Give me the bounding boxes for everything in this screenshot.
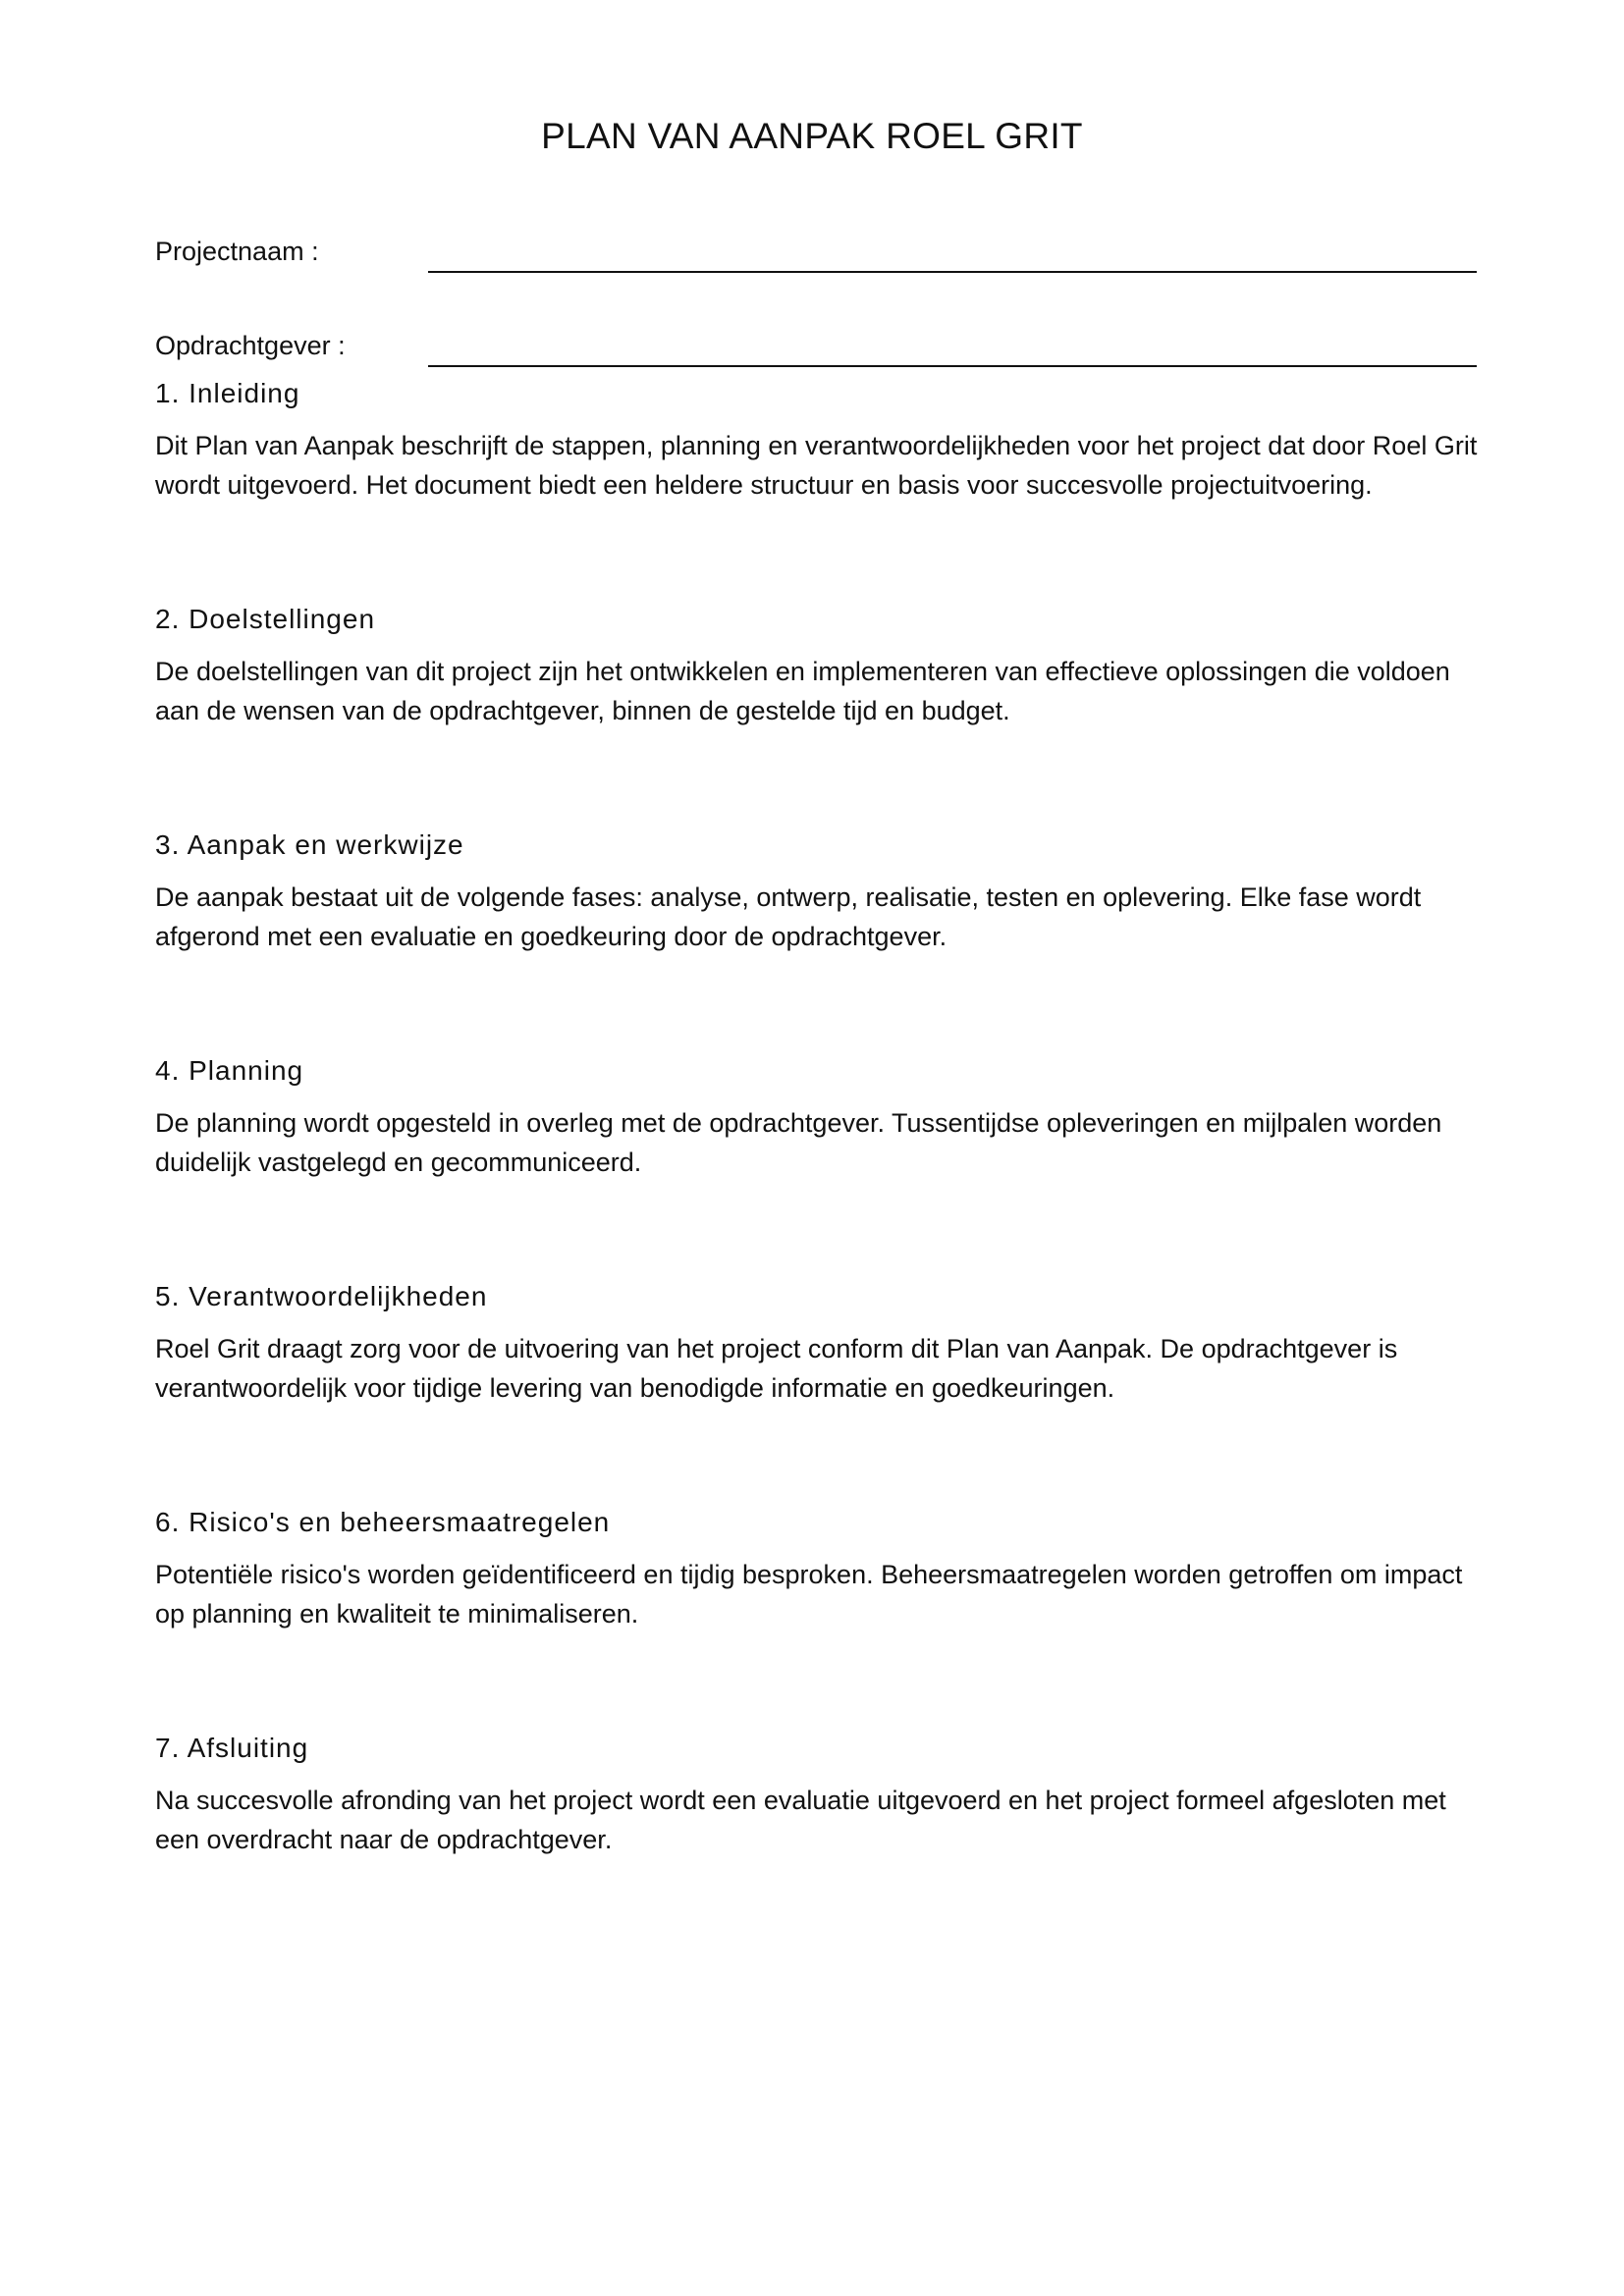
section-heading: 2. Doelstellingen — [155, 604, 376, 634]
section-closing — [155, 1732, 1481, 1859]
section-risks — [155, 1506, 1481, 1633]
section-body: Na succesvolle afronding van het project wordt een evaluatie uitgevoerd en het project formeel afgesloten met een overdracht naar de opdrachtgever. — [155, 1786, 1446, 1854]
project-name-field — [155, 230, 1477, 273]
section-body: Potentiële risico's worden geïdentificeerd en tijdig besproken. Beheersmaatregelen worden getroffen om impact op planning en kwaliteit te minimaliseren. — [155, 1560, 1463, 1629]
section-planning — [155, 1054, 1481, 1182]
section-body: De aanpak bestaat uit de volgende fases: analyse, ontwerp, realisatie, testen en oplevering. Elke fase wordt afgerond met een evaluatie en goedkeuring door de opdrachtgever. — [155, 882, 1422, 951]
section-heading: 4. Planning — [155, 1055, 304, 1086]
section-body: Dit Plan van Aanpak beschrijft de stappen, planning en verantwoordelijkheden voor het project dat door Roel Grit wordt uitgevoerd. Het document biedt een heldere structuur en basis voor succesvolle projectuitvoering. — [155, 431, 1478, 500]
client-label: Opdrachtgever : — [155, 331, 346, 360]
section-body: Roel Grit draagt zorg voor de uitvoering van het project conform dit Plan van Aanpak. De opdrachtgever is verantwoordelijk voor tijdige levering van benodigde informatie en goedkeuringen. — [155, 1334, 1398, 1403]
client-line[interactable] — [428, 365, 1477, 367]
project-name-label: Projectnaam : — [155, 237, 319, 266]
document-title: PLAN VAN AANPAK ROEL GRIT — [541, 116, 1083, 156]
section-heading: 6. Risico's en beheersmaatregelen — [155, 1507, 611, 1537]
client-field — [155, 324, 1477, 367]
section-body: De doelstellingen van dit project zijn het ontwikkelen en implementeren van effectieve oplossingen die voldoen aan de wensen van de opdrachtgever, binnen de gestelde tijd en budget. — [155, 657, 1450, 725]
section-objectives — [155, 603, 1481, 730]
section-responsibilities — [155, 1280, 1481, 1408]
section-body: De planning wordt opgesteld in overleg met de opdrachtgever. Tussentijdse opleveringen en mijlpalen worden duidelijk vastgelegd en gecommuniceerd. — [155, 1108, 1442, 1177]
section-heading: 5. Verantwoordelijkheden — [155, 1281, 488, 1311]
section-heading: 1. Inleiding — [155, 378, 300, 408]
section-introduction — [155, 377, 1481, 505]
section-heading: 3. Aanpak en werkwijze — [155, 829, 464, 860]
section-approach — [155, 828, 1481, 956]
section-heading: 7. Afsluiting — [155, 1733, 309, 1763]
project-name-line[interactable] — [428, 271, 1477, 273]
